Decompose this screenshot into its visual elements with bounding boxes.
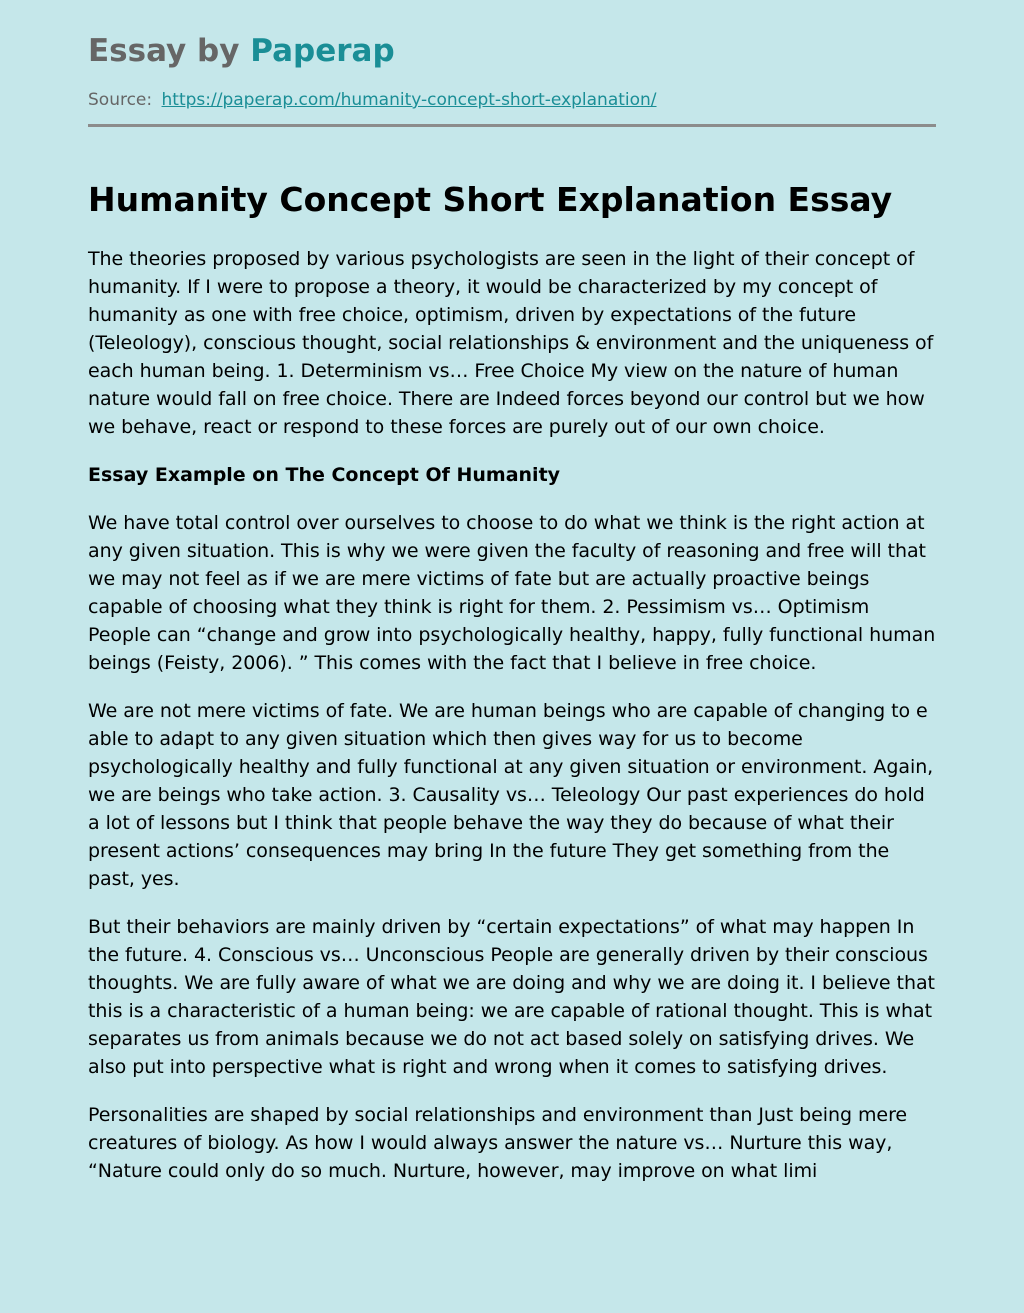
- source-link[interactable]: https://paperap.com/humanity-concept-short-explanation/: [161, 90, 657, 110]
- brand-prefix: Essay by: [88, 33, 251, 69]
- header-divider: [88, 124, 936, 127]
- source-label: Source:: [88, 90, 153, 110]
- article-title: Humanity Concept Short Explanation Essay: [88, 180, 893, 219]
- brand-name[interactable]: Paperap: [250, 33, 395, 69]
- site-brand: [88, 30, 936, 72]
- paragraph: We are not mere victims of fate. We are human beings who are capable of changing to e able to adapt to any given situation which then gives way for us to become psychologically healthy and fully functional at any given situation or environment. Again, we are beings who take action. 3. Causality vs… Teleology Our past experiences do hold a lot of lessons but I think that people behave the way they do because of what their present actions’ consequences may bring In the future They get something from the past, yes.: [88, 700, 934, 890]
- section-subheading: Essay Example on The Concept Of Humanity: [88, 464, 561, 486]
- paragraph: But their behaviors are mainly driven by “certain expectations” of what may happen In the future. 4. Conscious vs… Unconscious People are generally driven by their conscious thoughts. We are fully aware of what we are doing and why we are doing it. I believe that this is a characteristic of a human being: we are capable of rational thought. This is what separates us from animals because we do not act based solely on satisfying drives. We also put into perspective what is right and wrong when it comes to satisfying drives.: [88, 916, 935, 1078]
- paragraph: We have total control over ourselves to choose to do what we think is the right action at any given situation. This is why we were given the faculty of reasoning and free will that we may not feel as if we are mere victims of fate but are actually proactive beings capable of choosing what they think is right for them. 2. Pessimism vs… Optimism People can “change and grow into psychologically healthy, happy, fully functional human beings (Feisty, 2006). ” This comes with the fact that I believe in free choice.: [88, 512, 936, 674]
- source-line: [88, 88, 936, 112]
- paragraph: The theories proposed by various psychologists are seen in the light of their concept of humanity. If I were to propose a theory, it would be characterized by my concept of humanity as one with free choice, optimism, driven by expectations of the future (Teleology), conscious thought, social relationships & environment and the uniqueness of each human being. 1. Determinism vs… Free Choice My view on the nature of human nature would fall on free choice. There are Indeed forces beyond our control but we how we behave, react or respond to these forces are purely out of our own choice.: [88, 248, 934, 438]
- article-body: [88, 180, 936, 1185]
- paragraph: Personalities are shaped by social relationships and environment than Just being mere creatures of biology. As how I would always answer the nature vs… Nurture this way, “Nature could only do so much. Nurture, however, may improve on what limi: [88, 1104, 908, 1182]
